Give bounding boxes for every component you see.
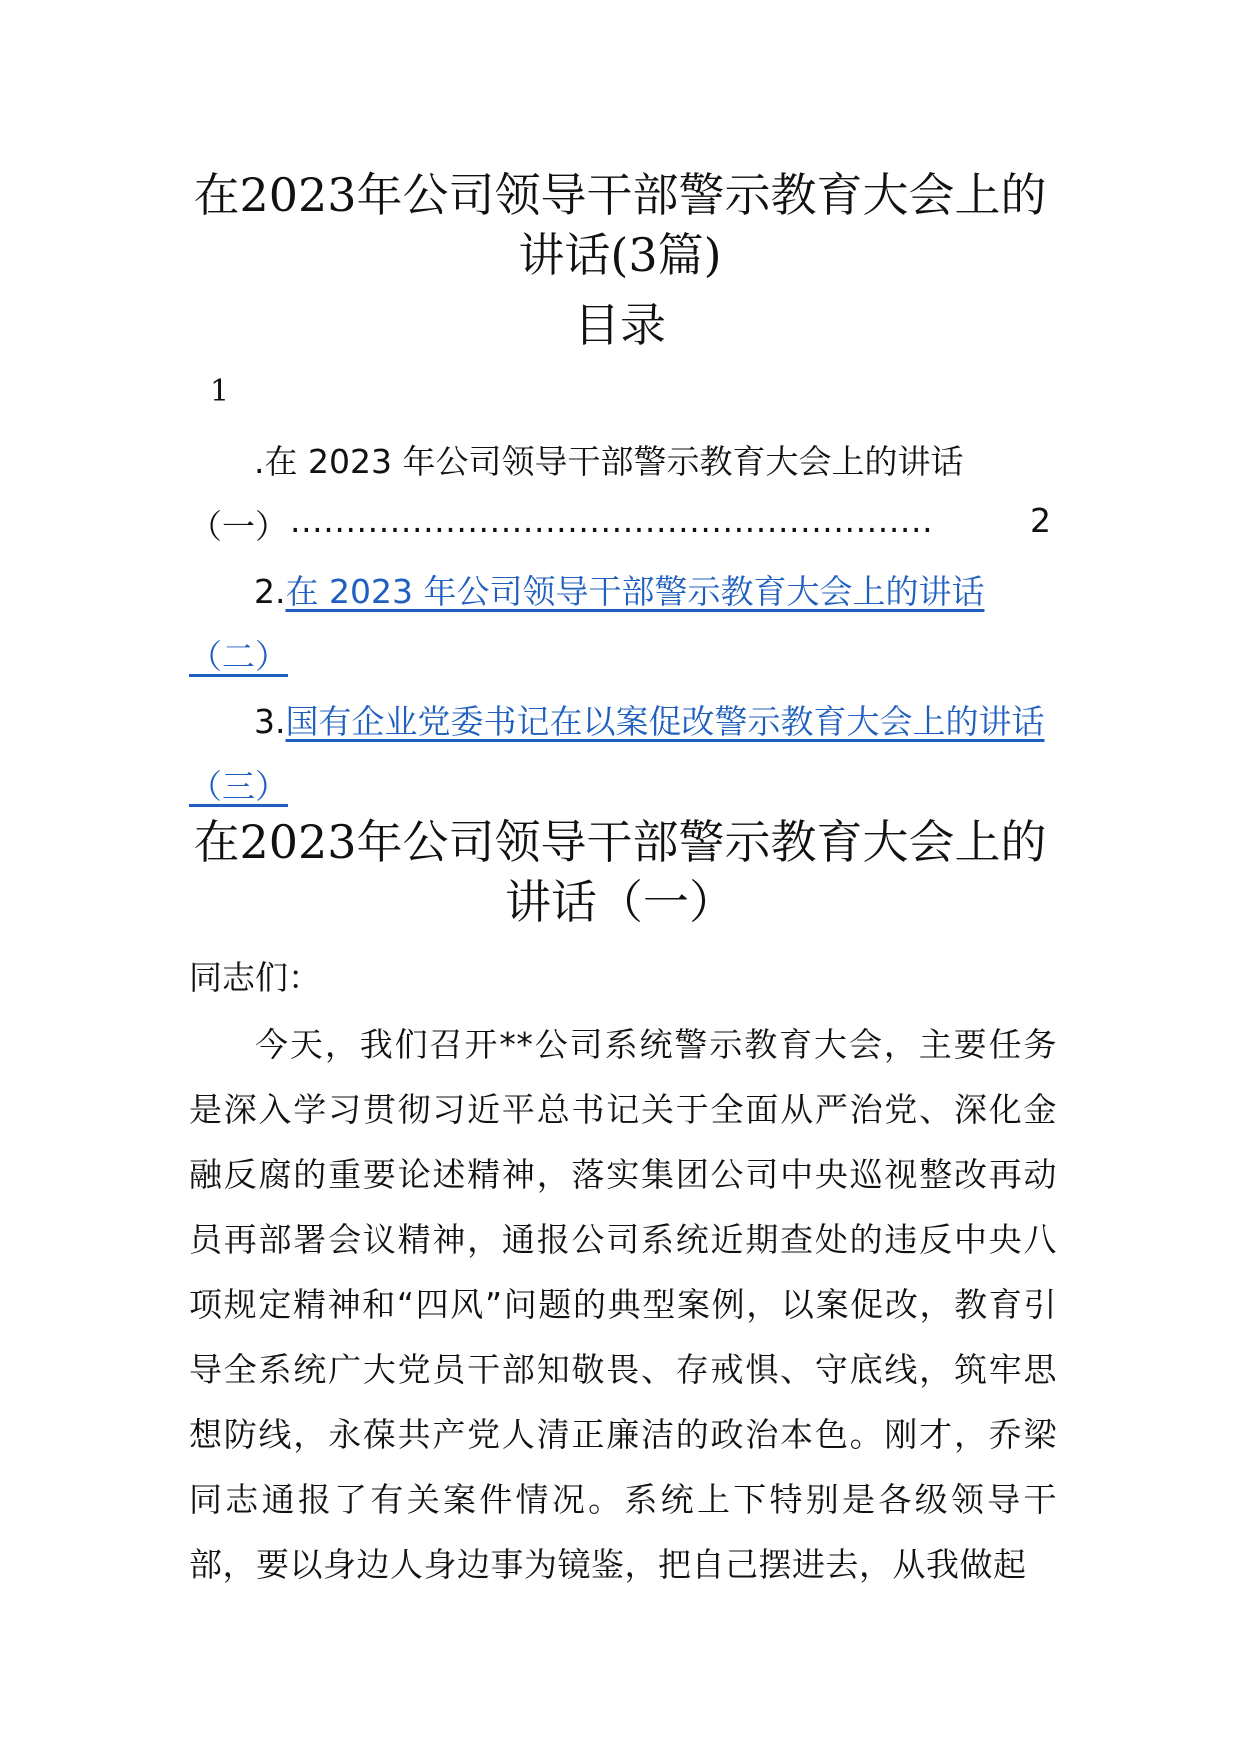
section-title-line2: 讲话（一）: [505, 874, 735, 929]
toc-heading: 目录: [574, 298, 666, 352]
toc-item-1-leader-dots: ..........................................................: [290, 501, 934, 540]
toc-item-2-link[interactable]: 在 2023 年公司领导干部警示教育大会上的讲话: [285, 572, 985, 611]
toc-page-marker: 1: [210, 374, 230, 409]
toc-item-1-title[interactable]: .在 2023 年公司领导干部警示教育大会上的讲话: [254, 442, 964, 481]
toc-item-1-page: 2: [1030, 501, 1051, 540]
main-title-line1: 在2023年公司领导干部警示教育大会上的: [193, 168, 1047, 222]
toc-item-3-link[interactable]: 国有企业党委书记在以案促改警示教育大会上的讲话: [285, 702, 1045, 741]
main-title-line2: 讲话(3篇): [518, 227, 722, 282]
section-title-line1: 在2023年公司领导干部警示教育大会上的: [193, 815, 1047, 869]
main-title: [150, 166, 1090, 286]
toc-item-3[interactable]: [254, 696, 1045, 743]
toc-item-3-number: 3.: [254, 702, 286, 741]
body-text: [189, 1012, 1057, 1597]
salutation: 同志们：: [189, 958, 321, 997]
section-title: [150, 813, 1090, 933]
toc-item-2[interactable]: [254, 566, 984, 613]
body-paragraph: 今天，我们召开**公司系统警示教育大会，主要任务是深入学习贯彻习近平总书记关于全面从严治党、深化金融反腐的重要论述精神，落实集团公司中央巡视整改再动员再部署会议精神，通报公司系统近期查处的违反中央八项规定精神和“四风”问题的典型案例，以案促改，教育引导全系统广大党员干部知敬畏、存戒惧、守底线，筑牢思想防线，永葆共产党人清正廉洁的政治本色。刚才，乔梁同志通报了有关案件情况。系统上下特别是各级领导干部，要以身边人身边事为镜鉴，把自己摆进去，从我做起: [189, 1025, 1057, 1584]
toc-item-2-subtitle-link[interactable]: （二）: [189, 637, 288, 676]
toc-item-1-subtitle[interactable]: （一）: [189, 507, 288, 546]
toc-item-3-subtitle-link[interactable]: （三）: [189, 767, 288, 806]
toc-item-2-number: 2.: [254, 572, 286, 611]
